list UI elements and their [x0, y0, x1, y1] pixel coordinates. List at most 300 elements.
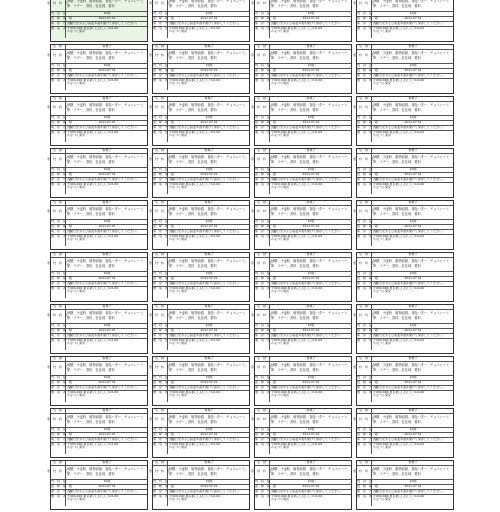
- date-value: 2021.07.01: [302, 327, 320, 332]
- maker-address: 〒000-000 東京都〇〇区〇〇 0-0-00: [373, 493, 425, 498]
- maker-address: 〒000-000 東京都〇〇区〇〇 0-0-00: [67, 129, 119, 134]
- name-key: 名 称: [357, 201, 372, 205]
- label-row-maker: [51, 235, 147, 246]
- food-label: [353, 148, 454, 198]
- maker-key: 製 造 者: [51, 235, 66, 246]
- ingredients-text: 砂糖、小麦粉、植物油脂、食塩バター、チョコレート、卵、ラザー、香料、乳化剤、着料: [169, 0, 249, 8]
- maker-shop: ちなつて菓房: [169, 133, 188, 138]
- date-key: 賞 味 期 限: [153, 15, 175, 20]
- weight-value: 10個: [103, 426, 111, 431]
- weight-value: 10個: [409, 166, 417, 171]
- maker-address: 〒000-000 東京都〇〇区〇〇 0-0-00: [373, 129, 425, 134]
- label-row-maker: [357, 27, 453, 38]
- label-row-ingredients: [251, 0, 351, 12]
- weight-value: 10個: [307, 270, 315, 275]
- ingredients-text: 砂糖、小麦粉、植物油脂、食塩バター、チョコレート、卵、ラザー、香料、乳化剤、着料: [271, 467, 351, 476]
- label-row-ingredients: [47, 258, 147, 272]
- storage-key: 保 存 方 法: [153, 20, 175, 25]
- maker-shop: ちなつて菓房: [271, 185, 290, 190]
- weight-value: 10個: [307, 426, 315, 431]
- name-key: 名 称: [153, 357, 168, 361]
- storage-key: 保 存 方 法: [153, 176, 175, 181]
- food-label: [251, 408, 352, 458]
- ingredients-text: 砂糖、小麦粉、植物油脂、食塩バター、チョコレート、卵、ラザー、香料、乳化剤、着料: [169, 207, 249, 216]
- storage-key: 保 存 方 法: [357, 488, 379, 493]
- maker-address: 〒000-000 東京都〇〇区〇〇 0-0-00: [271, 181, 323, 186]
- maker-shop: ちなつて菓房: [169, 497, 188, 502]
- storage-note: 直射日光および高温多湿を避けて保存してください。: [67, 332, 140, 337]
- maker-shop: ちなつて菓房: [271, 341, 290, 346]
- date-key: 賞 味 期 限: [153, 119, 175, 124]
- food-label: [353, 408, 454, 458]
- ingredients-key: 原 材 料 名: [255, 102, 270, 115]
- weight-key: 内 容 量: [357, 218, 373, 223]
- weight-value: 10個: [307, 166, 315, 171]
- name-key: 名 称: [51, 461, 66, 465]
- maker-address: 〒000-000 東京都〇〇区〇〇 0-0-00: [271, 493, 323, 498]
- date-value: 2021.07.01: [404, 67, 422, 72]
- date-value: 2021.07.01: [404, 483, 422, 488]
- ingredients-text: 砂糖、小麦粉、植物油脂、食塩バター、チョコレート、卵、ラザー、香料、乳化剤、着料: [271, 51, 351, 60]
- maker-address: 〒000-000 東京都〇〇区〇〇 0-0-00: [169, 129, 221, 134]
- maker-info: [270, 391, 351, 402]
- label-row-ingredients: [149, 310, 249, 324]
- maker-address: 〒000-000 東京都〇〇区〇〇 0-0-00: [169, 285, 221, 290]
- weight-key: 内 容 量: [255, 478, 271, 483]
- weight-key: 内 容 量: [357, 10, 373, 15]
- weight-value: 10個: [409, 322, 417, 327]
- label-row-ingredients: [353, 362, 453, 376]
- label-row-maker: [255, 391, 351, 402]
- date-key: 賞 味 期 限: [153, 275, 175, 280]
- maker-key: 製 造 者: [255, 495, 270, 506]
- date-key: 賞 味 期 限: [51, 379, 73, 384]
- storage-note: 直射日光および高温多湿を避けて保存してください。: [373, 124, 446, 129]
- storage-note: 直射日光および高温多湿を避けて保存してください。: [67, 280, 140, 285]
- weight-key: 内 容 量: [255, 114, 271, 119]
- name-key: 名 称: [255, 461, 270, 465]
- label-row-ingredients: [251, 466, 351, 480]
- storage-key: 保 存 方 法: [51, 384, 73, 389]
- maker-info: [168, 27, 249, 38]
- date-key: 賞 味 期 限: [153, 171, 175, 176]
- maker-key: 製 造 者: [51, 339, 66, 350]
- label-row-maker: [357, 287, 453, 298]
- label-row-maker: [153, 131, 249, 142]
- maker-info: [372, 235, 453, 246]
- weight-key: 内 容 量: [51, 478, 67, 483]
- label-row-ingredients: [353, 206, 453, 220]
- maker-shop: ちなつて菓房: [67, 237, 86, 242]
- label-row-maker: [153, 235, 249, 246]
- product-name: 焼菓子: [102, 304, 112, 308]
- label-row-maker: [51, 391, 147, 402]
- name-key: 名 称: [255, 45, 270, 49]
- date-value: 2021.07.01: [302, 379, 320, 384]
- label-row-maker: [51, 339, 147, 350]
- name-key: 名 称: [153, 253, 168, 257]
- ingredients-key: 原 材 料 名: [357, 466, 372, 479]
- product-name: 焼菓子: [204, 96, 214, 100]
- maker-address: 〒000-000 東京都〇〇区〇〇 0-0-00: [169, 181, 221, 186]
- storage-key: 保 存 方 法: [255, 384, 277, 389]
- date-value: 2021.07.01: [302, 171, 320, 176]
- product-name: 焼菓子: [204, 408, 214, 412]
- maker-key: 製 造 者: [51, 183, 66, 194]
- weight-key: 内 容 量: [51, 166, 67, 171]
- maker-info: [270, 287, 351, 298]
- label-row-ingredients: [149, 414, 249, 428]
- food-label: [47, 460, 148, 510]
- maker-shop: ちなつて菓房: [67, 497, 86, 502]
- maker-shop: ちなつて菓房: [373, 289, 392, 294]
- label-row-maker: [255, 287, 351, 298]
- storage-note: 直射日光および高温多湿を避けて保存してください。: [67, 228, 140, 233]
- label-row-ingredients: [353, 258, 453, 272]
- weight-key: 内 容 量: [51, 374, 67, 379]
- storage-note: 直射日光および高温多湿を避けて保存してください。: [373, 20, 446, 25]
- label-row-ingredients: [353, 154, 453, 168]
- maker-key: 製 造 者: [357, 443, 372, 454]
- storage-key: 保 存 方 法: [357, 72, 379, 77]
- ingredients-key: 原 材 料 名: [153, 258, 168, 271]
- date-value: 2021.07.01: [302, 15, 320, 20]
- maker-address: 〒000-000 東京都〇〇区〇〇 0-0-00: [67, 389, 119, 394]
- maker-key: 製 造 者: [357, 131, 372, 142]
- weight-key: 内 容 量: [51, 114, 67, 119]
- storage-key: 保 存 方 法: [51, 72, 73, 77]
- maker-key: 製 造 者: [51, 27, 66, 38]
- maker-address: 〒000-000 東京都〇〇区〇〇 0-0-00: [67, 337, 119, 342]
- storage-key: 保 存 方 法: [357, 384, 379, 389]
- date-key: 賞 味 期 限: [255, 327, 277, 332]
- storage-note: 直射日光および高温多湿を避けて保存してください。: [271, 228, 344, 233]
- storage-key: 保 存 方 法: [153, 436, 175, 441]
- maker-key: 製 造 者: [255, 27, 270, 38]
- name-key: 名 称: [357, 253, 372, 257]
- maker-address: 〒000-000 東京都〇〇区〇〇 0-0-00: [169, 25, 221, 30]
- storage-note: 直射日光および高温多湿を避けて保存してください。: [271, 332, 344, 337]
- storage-key: 保 存 方 法: [357, 176, 379, 181]
- label-row-ingredients: [149, 0, 249, 12]
- maker-address: 〒000-000 東京都〇〇区〇〇 0-0-00: [67, 181, 119, 186]
- storage-key: 保 存 方 法: [153, 228, 175, 233]
- product-name: 焼菓子: [408, 304, 418, 308]
- ingredients-text: 砂糖、小麦粉、植物油脂、食塩バター、チョコレート、卵、ラザー、香料、乳化剤、着料: [271, 415, 351, 424]
- label-row-maker: [255, 339, 351, 350]
- maker-info: [168, 235, 249, 246]
- ingredients-key: 原 材 料 名: [255, 466, 270, 479]
- ingredients-text: 砂糖、小麦粉、植物油脂、食塩バター、チョコレート、卵、ラザー、香料、乳化剤、着料: [67, 311, 147, 320]
- name-key: 名 称: [255, 149, 270, 153]
- maker-key: 製 造 者: [153, 339, 168, 350]
- maker-address: 〒000-000 東京都〇〇区〇〇 0-0-00: [373, 77, 425, 82]
- date-key: 賞 味 期 限: [255, 223, 277, 228]
- label-row-ingredients: [251, 154, 351, 168]
- ingredients-key: 原 材 料 名: [357, 414, 372, 427]
- storage-key: 保 存 方 法: [51, 228, 73, 233]
- label-row-ingredients: [47, 154, 147, 168]
- maker-shop: ちなつて菓房: [373, 237, 392, 242]
- name-key: 名 称: [255, 357, 270, 361]
- maker-key: 製 造 者: [153, 443, 168, 454]
- ingredients-key: 原 材 料 名: [51, 102, 66, 115]
- name-key: 名 称: [357, 149, 372, 153]
- weight-value: 10個: [205, 166, 213, 171]
- food-label: [353, 304, 454, 354]
- date-key: 賞 味 期 限: [153, 67, 175, 72]
- ingredients-key: 原 材 料 名: [255, 414, 270, 427]
- name-key: 名 称: [153, 97, 168, 101]
- date-key: 賞 味 期 限: [51, 171, 73, 176]
- ingredients-text: 砂糖、小麦粉、植物油脂、食塩バター、チョコレート、卵、ラザー、香料、乳化剤、着料: [373, 51, 453, 60]
- ingredients-text: 砂糖、小麦粉、植物油脂、食塩バター、チョコレート、卵、ラザー、香料、乳化剤、着料: [169, 363, 249, 372]
- date-value: 2021.07.01: [98, 67, 116, 72]
- date-key: 賞 味 期 限: [357, 223, 379, 228]
- ingredients-text: 砂糖、小麦粉、植物油脂、食塩バター、チョコレート、卵、ラザー、香料、乳化剤、着料: [67, 259, 147, 268]
- maker-info: [372, 27, 453, 38]
- maker-info: [168, 443, 249, 454]
- maker-info: [66, 495, 147, 506]
- label-row-maker: [255, 235, 351, 246]
- date-value: 2021.07.01: [302, 483, 320, 488]
- name-key: 名 称: [153, 149, 168, 153]
- storage-note: 直射日光および高温多湿を避けて保存してください。: [67, 488, 140, 493]
- name-key: 名 称: [357, 357, 372, 361]
- label-row-maker: [255, 79, 351, 90]
- food-label: [149, 96, 250, 146]
- maker-address: 〒000-000 東京都〇〇区〇〇 0-0-00: [271, 337, 323, 342]
- maker-key: 製 造 者: [255, 235, 270, 246]
- maker-shop: ちなつて菓房: [373, 81, 392, 86]
- name-key: 名 称: [153, 461, 168, 465]
- product-name: 焼菓子: [306, 44, 316, 48]
- storage-key: 保 存 方 法: [51, 176, 73, 181]
- ingredients-key: 原 材 料 名: [51, 206, 66, 219]
- maker-key: 製 造 者: [51, 131, 66, 142]
- maker-shop: ちなつて菓房: [271, 393, 290, 398]
- ingredients-text: 砂糖、小麦粉、植物油脂、食塩バター、チョコレート、卵、ラザー、香料、乳化剤、着料: [169, 415, 249, 424]
- ingredients-text: 砂糖、小麦粉、植物油脂、食塩バター、チョコレート、卵、ラザー、香料、乳化剤、着料: [373, 311, 453, 320]
- storage-note: 直射日光および高温多湿を避けて保存してください。: [67, 436, 140, 441]
- storage-key: 保 存 方 法: [51, 332, 73, 337]
- storage-key: 保 存 方 法: [153, 72, 175, 77]
- maker-address: 〒000-000 東京都〇〇区〇〇 0-0-00: [67, 77, 119, 82]
- maker-info: [168, 339, 249, 350]
- maker-key: 製 造 者: [357, 79, 372, 90]
- storage-key: 保 存 方 法: [153, 384, 175, 389]
- storage-key: 保 存 方 法: [255, 228, 277, 233]
- storage-key: 保 存 方 法: [357, 332, 379, 337]
- name-key: 名 称: [51, 45, 66, 49]
- maker-address: 〒000-000 東京都〇〇区〇〇 0-0-00: [373, 285, 425, 290]
- name-key: 名 称: [51, 149, 66, 153]
- weight-key: 内 容 量: [255, 374, 271, 379]
- date-key: 賞 味 期 限: [255, 119, 277, 124]
- date-key: 賞 味 期 限: [255, 15, 277, 20]
- maker-info: [66, 443, 147, 454]
- ingredients-text: 砂糖、小麦粉、植物油脂、食塩バター、チョコレート、卵、ラザー、香料、乳化剤、着料: [67, 363, 147, 372]
- ingredients-text: 砂糖、小麦粉、植物油脂、食塩バター、チョコレート、卵、ラザー、香料、乳化剤、着料: [373, 467, 453, 476]
- weight-value: 10個: [103, 166, 111, 171]
- ingredients-key: 原 材 料 名: [255, 0, 270, 11]
- label-row-maker: [357, 391, 453, 402]
- maker-info: [270, 339, 351, 350]
- ingredients-text: 砂糖、小麦粉、植物油脂、食塩バター、チョコレート、卵、ラザー、香料、乳化剤、着料: [373, 363, 453, 372]
- weight-key: 内 容 量: [153, 374, 169, 379]
- maker-shop: ちなつて菓房: [271, 81, 290, 86]
- label-row-maker: [51, 287, 147, 298]
- weight-value: 10個: [409, 374, 417, 379]
- ingredients-key: 原 材 料 名: [51, 50, 66, 63]
- date-value: 2021.07.01: [98, 171, 116, 176]
- weight-key: 内 容 量: [153, 114, 169, 119]
- product-name: 焼菓子: [102, 252, 112, 256]
- maker-key: 製 造 者: [153, 27, 168, 38]
- date-key: 賞 味 期 限: [153, 483, 175, 488]
- maker-shop: ちなつて菓房: [67, 185, 86, 190]
- weight-key: 内 容 量: [255, 166, 271, 171]
- label-sheet: [48, 0, 452, 500]
- maker-info: [372, 287, 453, 298]
- maker-info: [270, 79, 351, 90]
- product-name: 焼菓子: [408, 148, 418, 152]
- food-label: [251, 96, 352, 146]
- weight-value: 10個: [103, 10, 111, 15]
- date-value: 2021.07.01: [200, 67, 218, 72]
- weight-value: 10個: [103, 218, 111, 223]
- storage-key: 保 存 方 法: [357, 436, 379, 441]
- ingredients-key: 原 材 料 名: [51, 0, 66, 11]
- date-value: 2021.07.01: [404, 119, 422, 124]
- food-label: [47, 96, 148, 146]
- date-key: 賞 味 期 限: [51, 223, 73, 228]
- date-key: 賞 味 期 限: [255, 275, 277, 280]
- date-value: 2021.07.01: [200, 223, 218, 228]
- date-value: 2021.07.01: [302, 119, 320, 124]
- maker-key: 製 造 者: [153, 79, 168, 90]
- date-value: 2021.07.01: [404, 171, 422, 176]
- product-name: 焼菓子: [102, 44, 112, 48]
- storage-note: 直射日光および高温多湿を避けて保存してください。: [373, 280, 446, 285]
- name-key: 名 称: [51, 253, 66, 257]
- food-label: [47, 0, 148, 42]
- weight-value: 10個: [409, 478, 417, 483]
- storage-key: 保 存 方 法: [51, 124, 73, 129]
- storage-note: 直射日光および高温多湿を避けて保存してください。: [169, 72, 242, 77]
- label-row-maker: [51, 183, 147, 194]
- ingredients-text: 砂糖、小麦粉、植物油脂、食塩バター、チョコレート、卵、ラザー、香料、乳化剤、着料: [67, 155, 147, 164]
- date-key: 賞 味 期 限: [255, 171, 277, 176]
- date-key: 賞 味 期 限: [357, 171, 379, 176]
- label-row-ingredients: [149, 50, 249, 64]
- ingredients-text: 砂糖、小麦粉、植物油脂、食塩バター、チョコレート、卵、ラザー、香料、乳化剤、着料: [169, 155, 249, 164]
- label-row-maker: [357, 443, 453, 454]
- ingredients-text: 砂糖、小麦粉、植物油脂、食塩バター、チョコレート、卵、ラザー、香料、乳化剤、着料: [67, 415, 147, 424]
- date-value: 2021.07.01: [200, 119, 218, 124]
- maker-address: 〒000-000 東京都〇〇区〇〇 0-0-00: [271, 129, 323, 134]
- maker-address: 〒000-000 東京都〇〇区〇〇 0-0-00: [271, 389, 323, 394]
- label-row-maker: [255, 131, 351, 142]
- maker-info: [168, 391, 249, 402]
- maker-shop: ちなつて菓房: [271, 497, 290, 502]
- maker-address: 〒000-000 東京都〇〇区〇〇 0-0-00: [271, 77, 323, 82]
- label-row-ingredients: [353, 310, 453, 324]
- maker-shop: ちなつて菓房: [67, 29, 86, 34]
- label-row-ingredients: [251, 50, 351, 64]
- storage-key: 保 存 方 法: [357, 280, 379, 285]
- date-value: 2021.07.01: [200, 431, 218, 436]
- ingredients-text: 砂糖、小麦粉、植物油脂、食塩バター、チョコレート、卵、ラザー、香料、乳化剤、着料: [67, 103, 147, 112]
- ingredients-text: 砂糖、小麦粉、植物油脂、食塩バター、チョコレート、卵、ラザー、香料、乳化剤、着料: [169, 467, 249, 476]
- food-label: [353, 252, 454, 302]
- storage-note: 直射日光および高温多湿を避けて保存してください。: [67, 384, 140, 389]
- storage-key: 保 存 方 法: [357, 228, 379, 233]
- date-value: 2021.07.01: [98, 431, 116, 436]
- ingredients-key: 原 材 料 名: [357, 206, 372, 219]
- food-label: [47, 356, 148, 406]
- ingredients-key: 原 材 料 名: [153, 50, 168, 63]
- label-row-maker: [255, 183, 351, 194]
- label-row-maker: [153, 27, 249, 38]
- name-key: 名 称: [153, 45, 168, 49]
- ingredients-text: 砂糖、小麦粉、植物油脂、食塩バター、チョコレート、卵、ラザー、香料、乳化剤、着料: [271, 103, 351, 112]
- maker-key: 製 造 者: [255, 131, 270, 142]
- weight-key: 内 容 量: [357, 270, 373, 275]
- ingredients-text: 砂糖、小麦粉、植物油脂、食塩バター、チョコレート、卵、ラザー、香料、乳化剤、着料: [169, 311, 249, 320]
- maker-address: 〒000-000 東京都〇〇区〇〇 0-0-00: [169, 389, 221, 394]
- product-name: 焼菓子: [306, 460, 316, 464]
- maker-address: 〒000-000 東京都〇〇区〇〇 0-0-00: [169, 233, 221, 238]
- label-row-maker: [153, 391, 249, 402]
- product-name: 焼菓子: [408, 460, 418, 464]
- food-label: [353, 96, 454, 146]
- name-key: 名 称: [255, 253, 270, 257]
- name-key: 名 称: [357, 409, 372, 413]
- weight-value: 10個: [307, 322, 315, 327]
- storage-key: 保 存 方 法: [153, 124, 175, 129]
- maker-shop: ちなつて菓房: [67, 341, 86, 346]
- food-label: [251, 460, 352, 510]
- ingredients-key: 原 材 料 名: [153, 362, 168, 375]
- label-row-ingredients: [149, 206, 249, 220]
- weight-value: 10個: [307, 62, 315, 67]
- label-row-ingredients: [251, 258, 351, 272]
- product-name: 焼菓子: [204, 44, 214, 48]
- date-value: 2021.07.01: [98, 327, 116, 332]
- maker-key: 製 造 者: [255, 287, 270, 298]
- product-name: 焼菓子: [408, 252, 418, 256]
- ingredients-key: 原 材 料 名: [255, 362, 270, 375]
- label-row-ingredients: [353, 0, 453, 12]
- label-grid: [47, 0, 454, 512]
- maker-address: 〒000-000 東京都〇〇区〇〇 0-0-00: [169, 441, 221, 446]
- maker-shop: ちなつて菓房: [67, 393, 86, 398]
- maker-info: [270, 495, 351, 506]
- maker-key: 製 造 者: [51, 79, 66, 90]
- weight-value: 10個: [307, 218, 315, 223]
- maker-info: [270, 183, 351, 194]
- maker-shop: ちなつて菓房: [169, 185, 188, 190]
- product-name: 焼菓子: [306, 304, 316, 308]
- storage-note: 直射日光および高温多湿を避けて保存してください。: [373, 228, 446, 233]
- maker-address: 〒000-000 東京都〇〇区〇〇 0-0-00: [67, 441, 119, 446]
- ingredients-text: 砂糖、小麦粉、植物油脂、食塩バター、チョコレート、卵、ラザー、香料、乳化剤、着料: [169, 103, 249, 112]
- weight-value: 10個: [205, 322, 213, 327]
- storage-note: 直射日光および高温多湿を避けて保存してください。: [169, 280, 242, 285]
- product-name: 焼菓子: [306, 148, 316, 152]
- maker-key: 製 造 者: [153, 287, 168, 298]
